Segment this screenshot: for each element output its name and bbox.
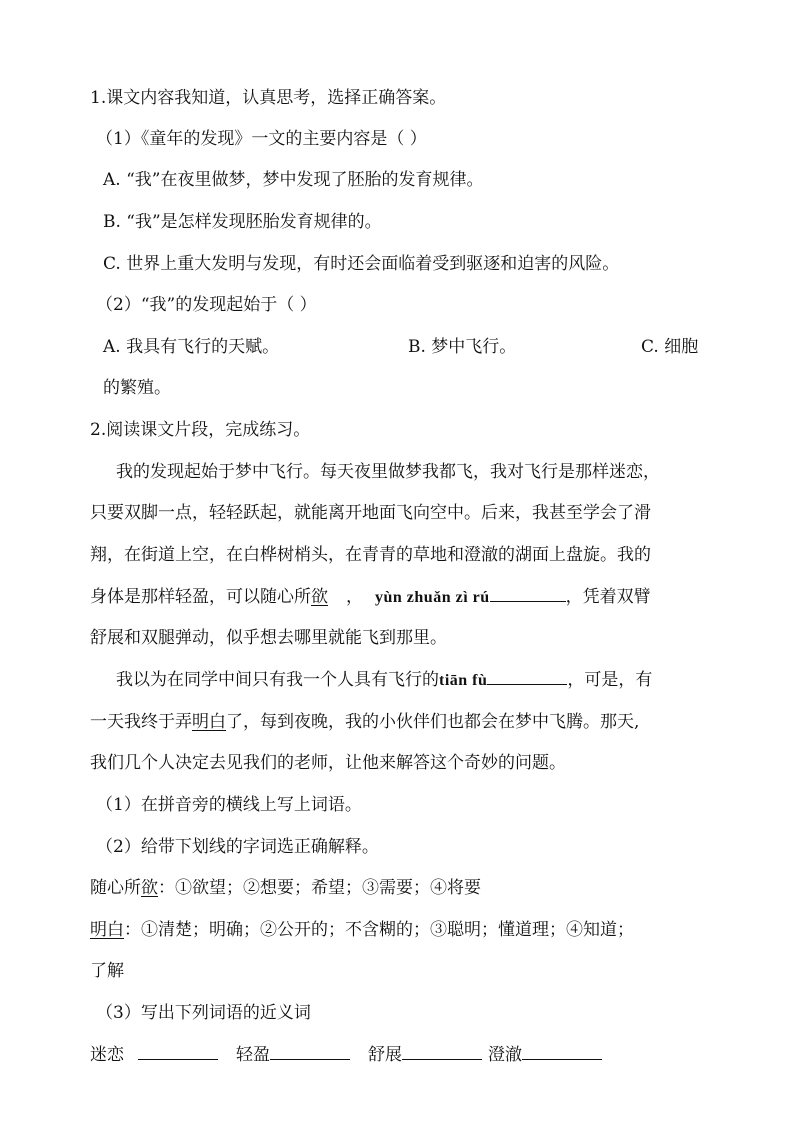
passage-line: 舒展和双腿弹动，似乎想去哪里就能飞到那里。 xyxy=(90,628,447,648)
definition-options: ：①清楚；明确；②公开的；不含糊的；③聪明；懂道理；④知道； xyxy=(124,920,634,940)
definition-line-mingbai xyxy=(90,918,634,942)
question-2-sub-1: （1）在拼音旁的横线上写上词语。 xyxy=(96,795,362,815)
synonym-row xyxy=(90,1043,602,1067)
definition-term-underlined: 欲 xyxy=(141,878,158,898)
synonym-blank[interactable] xyxy=(270,1043,350,1060)
passage-line xyxy=(90,585,651,610)
passage-text: 身体是那样轻盈，可以随心所 xyxy=(90,587,311,607)
question-2-title: 2.阅读课文片段，完成练习。 xyxy=(90,420,311,440)
question-1-title: 1.课文内容我知道，认真思考，选择正确答案。 xyxy=(90,88,447,108)
question-1-sub-2: （2）“我”的发现起始于（ ） xyxy=(96,295,317,315)
passage-text: 了，每到夜晚，我的小伙伴们也都会在梦中飞腾。那天, xyxy=(226,712,640,732)
definition-term: 随心所 xyxy=(90,878,141,898)
passage-text: ，凭着双臂 xyxy=(565,587,651,607)
passage-text: ， xyxy=(346,587,363,607)
option-a: A. “我”在夜里做梦，梦中发现了胚胎的发育规律。 xyxy=(103,170,484,190)
synonym-word: 迷恋 xyxy=(90,1045,124,1065)
option-2-c-continued: 的繁殖。 xyxy=(103,378,171,398)
synonym-word: 轻盈 xyxy=(236,1045,270,1065)
synonym-word: 澄澈 xyxy=(488,1045,522,1065)
passage-line: 翔，在街道上空，在白桦树梢头，在青青的草地和澄澈的湖面上盘旋。我的 xyxy=(90,545,651,565)
synonym-word: 舒展 xyxy=(368,1045,402,1065)
option-2-c: C. 细胞 xyxy=(641,337,699,357)
definition-options: ：①欲望；②想要；希望；③需要；④将要 xyxy=(158,878,481,898)
option-b: B. “我”是怎样发现胚胎发育规律的。 xyxy=(103,212,382,232)
answer-blank-tianfu[interactable] xyxy=(487,668,567,685)
option-c: C. 世界上重大发明与发现，有时还会面临着受到驱逐和迫害的风险。 xyxy=(103,254,620,274)
question-2-sub-3: （3）写出下列词语的近义词 xyxy=(96,1003,311,1023)
passage-text: ，可是，有 xyxy=(567,670,653,690)
option-2-a: A. 我具有飞行的天赋。 xyxy=(103,337,280,357)
passage-line: 只要双脚一点，轻轻跃起，就能离开地面飞向空中。后来，我甚至学会了滑 xyxy=(90,503,651,523)
passage-line: 我们几个人决定去见我们的老师，让他来解答这个奇妙的问题。 xyxy=(90,753,566,773)
definition-line-yu xyxy=(90,876,481,900)
synonym-blank[interactable] xyxy=(522,1043,602,1060)
underlined-word-mingbai: 明白 xyxy=(192,712,226,732)
passage-text: 我以为在同学中间只有我一个人具有飞行的 xyxy=(116,670,439,690)
pinyin-tianfu: tiān fù xyxy=(439,672,488,689)
passage-line xyxy=(116,668,652,693)
definition-line-continued: 了解 xyxy=(90,961,124,981)
passage-text: 一天我终于弄 xyxy=(90,712,192,732)
definition-term-underlined: 明白 xyxy=(90,920,124,940)
question-2-sub-2: （2）给带下划线的字词选正确解释。 xyxy=(96,837,379,857)
passage-line: 我的发现起始于梦中飞行。每天夜里做梦我都飞，我对飞行是那样迷恋， xyxy=(116,462,660,482)
pinyin-yunzhuanziru: yùn zhuǎn zì rú xyxy=(375,589,490,606)
synonym-blank[interactable] xyxy=(402,1043,482,1060)
passage-line xyxy=(90,710,639,734)
underlined-word-yu: 欲 xyxy=(311,587,328,607)
answer-blank-yunzhuanziru[interactable] xyxy=(490,585,566,602)
option-2-b: B. 梦中飞行。 xyxy=(408,337,517,357)
question-1-sub-1: （1）《童年的发现》一文的主要内容是（ ） xyxy=(96,129,427,149)
synonym-blank[interactable] xyxy=(138,1043,218,1060)
